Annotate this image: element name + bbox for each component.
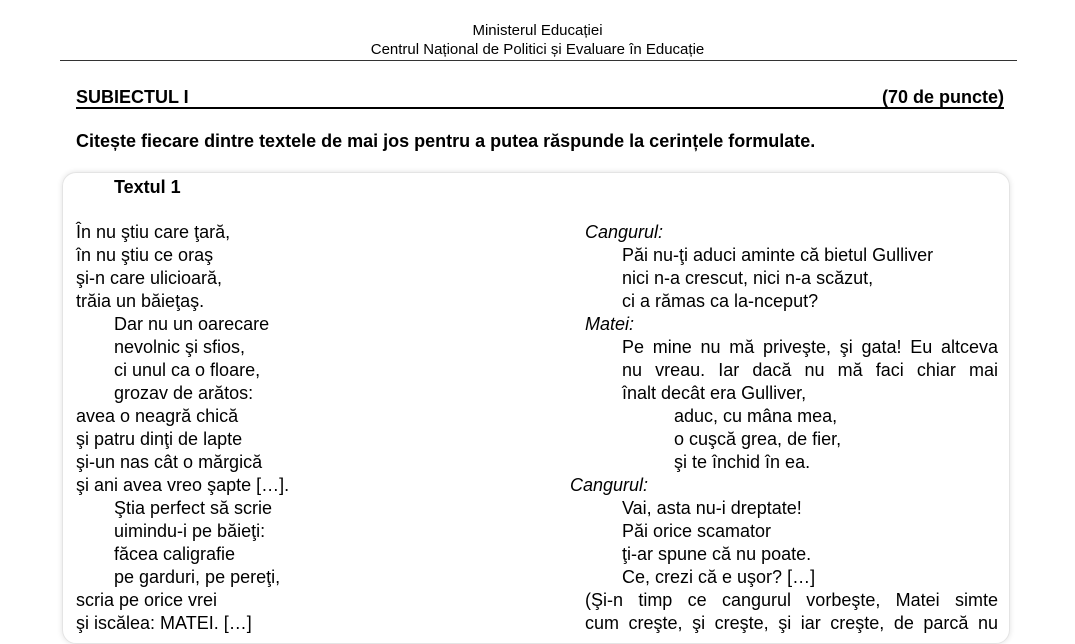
speaker-label: Cangurul:: [570, 475, 649, 495]
poem-line: Ştia perfect să scrie: [114, 498, 273, 518]
stage-direction-line: cum creşte, şi creşte, şi iar creşte, de parcă nu: [585, 613, 998, 633]
text-1-label: Textul 1: [114, 177, 181, 197]
poem-line: Ce, crezi că e uşor? […]: [622, 567, 816, 587]
poem-line: trăia un băieţaş.: [76, 291, 205, 311]
poem-line: ci unul ca o floare,: [114, 360, 261, 380]
poem-line: nici n-a crescut, nici n-a scăzut,: [622, 268, 874, 288]
poem-line: şi iscălea: MATEI. […]: [76, 613, 252, 633]
poem-line: şi te închid în ea.: [674, 452, 811, 472]
poem-line: şi-un nas cât o mărgică: [76, 452, 263, 472]
poem-line: şi ani avea vreo şapte […].: [76, 475, 290, 495]
poem-right-column: [570, 221, 998, 635]
poem-line: Păi orice scamator: [622, 521, 772, 541]
subject-points: (70 de puncte): [881, 87, 1004, 107]
header-divider: [60, 60, 1017, 61]
poem-line: o cuşcă grea, de fier,: [674, 429, 842, 449]
poem-line: scria pe orice vrei: [76, 590, 218, 610]
poem-line: Dar nu un oarecare: [114, 314, 270, 334]
subject-underline: [76, 107, 1004, 109]
poem-line: pe garduri, pe pereţi,: [114, 567, 281, 587]
poem-line: aduc, cu mâna mea,: [674, 406, 838, 426]
poem-line: Vai, asta nu-i dreptate!: [622, 498, 802, 518]
poem-line: uimindu-i pe băieţi:: [114, 521, 266, 541]
poem-line: făcea caligrafie: [114, 544, 236, 564]
center-name: Centrul Național de Politici și Evaluare în Educație: [370, 41, 705, 58]
poem-line: şi-n care ulicioară,: [76, 268, 223, 288]
instruction-text: Citește fiecare dintre textele de mai jos pentru a putea răspunde la cerințele formulate.: [76, 131, 816, 151]
subject-title: SUBIECTUL I: [76, 87, 189, 107]
poem-line: Păi nu-ţi aduci aminte că bietul Gulliver: [622, 245, 934, 265]
poem-line: în nu ştiu ce oraş: [76, 245, 214, 265]
stage-direction-line: (Şi-n timp ce cangurul vorbeşte, Matei simte: [585, 590, 998, 610]
poem-line: şi patru dinţi de lapte: [76, 429, 243, 449]
poem-line: În nu ştiu care ţară,: [76, 222, 231, 242]
speaker-label: Cangurul:: [585, 222, 664, 242]
poem-line: nevolnic şi sfios,: [114, 337, 246, 357]
poem-line: Pe mine nu mă priveşte, şi gata! Eu altceva: [622, 337, 998, 357]
poem-line: grozav de arătos:: [114, 383, 254, 403]
poem-line: avea o neagră chică: [76, 406, 239, 426]
ministry-name: Ministerul Educației: [472, 22, 603, 39]
poem-left-column: [76, 221, 496, 635]
poem-line: ţi-ar spune că nu poate.: [622, 544, 812, 564]
poem-line: nu vreau. Iar dacă nu mă faci chiar mai: [622, 360, 998, 380]
poem-line: ci a rămas ca la-nceput?: [622, 291, 819, 311]
speaker-label: Matei:: [585, 314, 635, 334]
poem-line: înalt decât era Gulliver,: [622, 383, 807, 403]
